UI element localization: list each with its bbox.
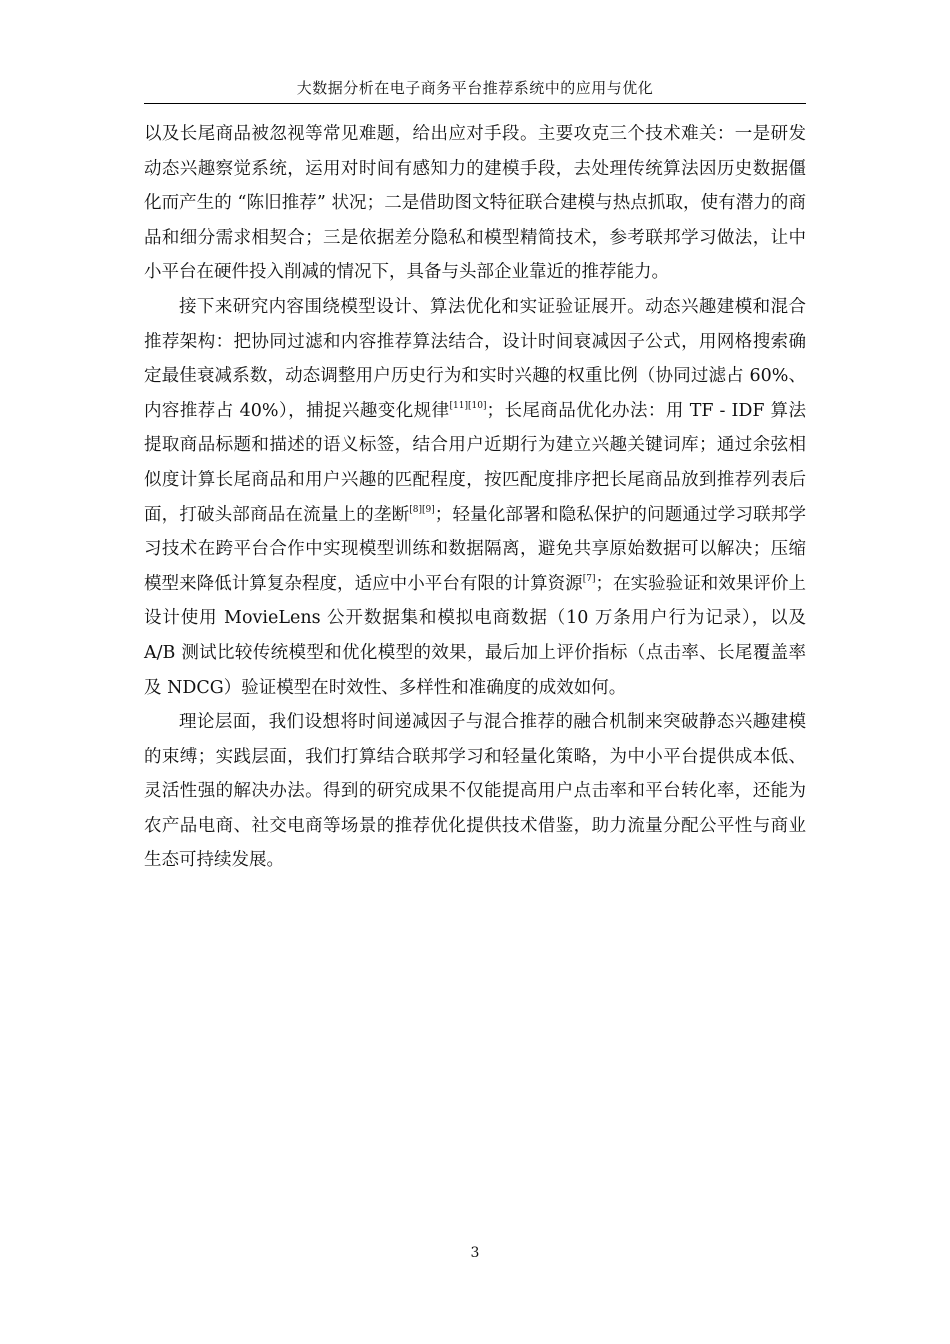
citation-ref: [10]	[468, 400, 487, 411]
running-header	[144, 77, 806, 104]
paragraph-significance: 理论层面，我们设想将时间递减因子与混合推荐的融合机制来突破静态兴趣建模的束缚；实践层面，我们打算结合联邦学习和轻量化策略，为中小平台提供成本低、灵活性强的解决办法。得到的研究成果不仅能提高用户点击率和平台转化率，还能为农产品电商、社交电商等场景的推荐优化提供技术借鉴，助力流量分配公平性与商业生态可持续发展。	[144, 712, 806, 871]
citation-ref: [7]	[582, 573, 596, 584]
paragraph-text-segment: ；轻量化部署和隐私保护的问题通过学习联邦学习技术在跨平台合作中实现模型训练和数据隔离，避免共享原始数据可以解决；压缩模型来降低计算复杂程度，适应中小平台有限的计算资源	[144, 504, 807, 594]
header-title: 大数据分析在电子商务平台推荐系统中的应用与优化	[296, 79, 654, 97]
main-text	[144, 117, 806, 878]
page-number: 3	[470, 1245, 480, 1261]
citation-ref: [9]	[422, 504, 435, 515]
paragraph-text-segment: ；长尾商品优化办法：用 TF - IDF 算法提取商品标题和描述的语义标签，结合用户近期行为建立兴趣关键词库；通过余弦相似度计算长尾商品和用户兴趣的匹配程度，按匹配度排序把长尾商品放到推荐列表后面，打破头部商品在流量上的垄断	[144, 400, 806, 525]
paragraph-text-segment: ；在实验验证和效果评价上设计使用 MovieLens 公开数据集和模拟电商数据（10 万条用户行为记录），以及 A/B 测试比较传统模型和优化模型的效果，最后加上评价指标（点击率、长尾覆盖率及 NDCG）验证模型在时效性、多样性和准确度的成效如何。	[144, 573, 807, 698]
citation-ref: [8]	[409, 504, 423, 515]
paragraph-text-segment: 接下来研究内容围绕模型设计、算法优化和实证验证展开。动态兴趣建模和混合推荐架构：把协同过滤和内容推荐算法结合，设计时间衰减因子公式，用网格搜索确定最佳衰减系数，动态调整用户历史行为和实时兴趣的权重比例（协同过滤占 60%、内容推荐占 40%），捕捉兴趣变化规律	[144, 296, 806, 421]
paragraph-research-content	[144, 290, 806, 705]
paragraph-continuation: 以及长尾商品被忽视等常见难题，给出应对手段。主要攻克三个技术难关：一是研发动态兴趣察觉系统，运用对时间有感知力的建模手段，去处理传统算法因历史数据僵化而产生的 “陈旧推荐” 状况；二是借助图文特征联合建模与热点抓取，使有潜力的商品和细分需求相契合；三是依据差分隐私和模型精简技术，参考联邦学习做法，让中小平台在硬件投入削减的情况下，具备与头部企业靠近的推荐能力。	[144, 124, 806, 283]
citation-ref: [11]	[449, 400, 469, 411]
